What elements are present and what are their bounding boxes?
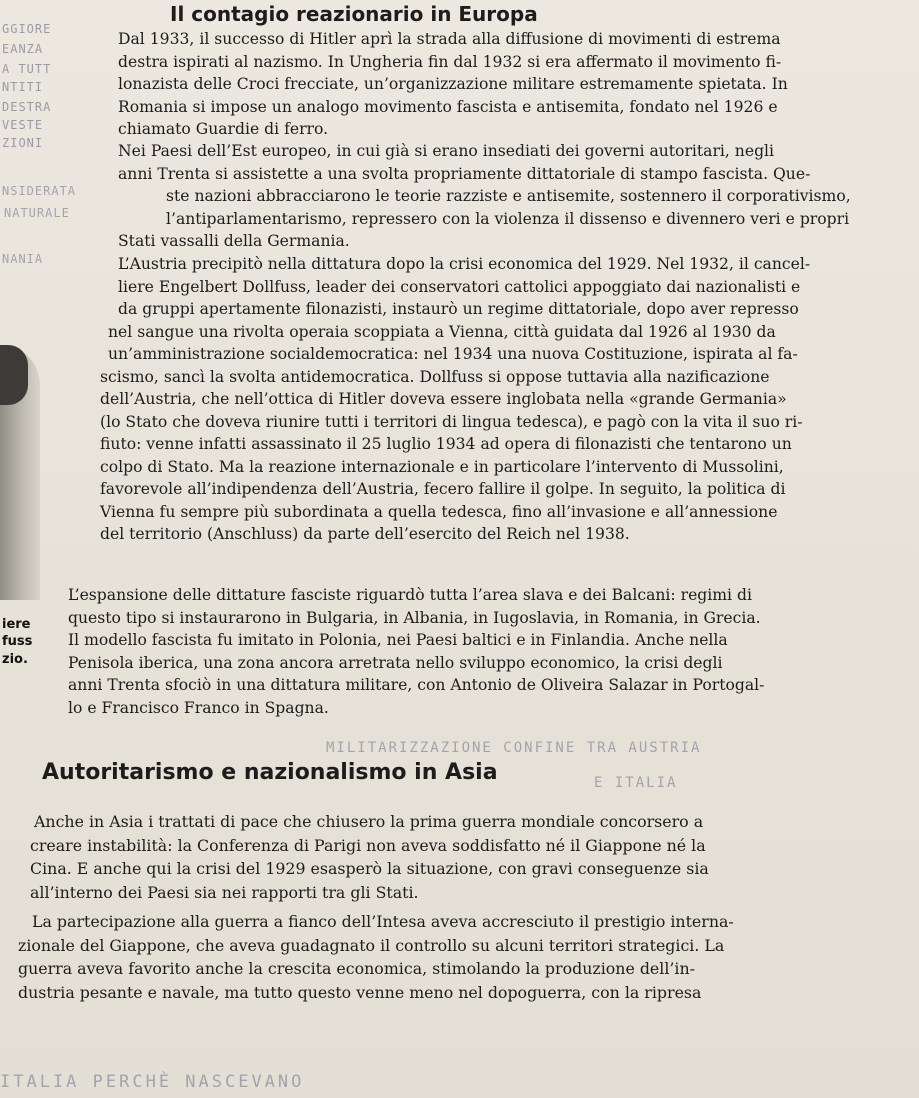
paragraph-hungary-romania	[118, 28, 788, 141]
text-line: all’interno dei Paesi sia nei rapporti tra gli Stati.	[30, 882, 419, 902]
text-line: Il modello fascista fu imitato in Polonia, nei Paesi baltici e in Finlandia. Anche nella	[68, 631, 728, 649]
text-line: Vienna fu sempre più subordinata a quella tedesca, fino all’invasione e all’annessione	[100, 502, 778, 521]
text-line: L’espansione delle dittature fasciste riguardò tutta l’area slava e dei Balcani: regimi di	[68, 586, 752, 604]
handwritten-note: NSIDERATA	[2, 184, 77, 198]
text-line: anni Trenta sfociò in una dittatura militare, con Antonio de Oliveira Salazar in Portogal-	[68, 676, 765, 694]
photo-caption-line: fuss	[2, 634, 33, 649]
dollfuss-photo	[0, 345, 40, 600]
paragraph-asia-intro	[30, 810, 709, 904]
text-line: guerra aveva favorito anche la crescita economica, stimolando la produzione dell’in-	[18, 959, 695, 978]
text-line: del territorio (Anschluss) da parte dell’esercito del Reich nel 1938.	[100, 525, 630, 543]
margin-note: EANZA	[2, 42, 44, 56]
text-line: Nei Paesi dell’Est europeo, in cui già si erano insediati dei governi autoritari, negli	[118, 142, 775, 160]
text-line: La partecipazione alla guerra a fianco dell’Intesa aveva accresciuto il prestigio interna-	[32, 912, 734, 931]
text-line: anni Trenta si assistette a una svolta propriamente dittatoriale di stampo fascista. Que-	[118, 164, 811, 183]
text-line: Romania si impose un analogo movimento fascista e antisemita, fondato nel 1926 e	[118, 97, 778, 116]
text-line: L’Austria precipitò nella dittatura dopo la crisi economica del 1929. Nel 1932, il cancel-	[118, 255, 811, 273]
text-line: Dal 1933, il successo di Hitler aprì la strada alla diffusione di movimenti di estrema	[118, 30, 781, 48]
text-line: questo tipo si instaurarono in Bulgaria, in Albania, in Iugoslavia, in Romania, in Grecia.	[68, 608, 761, 627]
text-line: dell’Austria, che nell’ottica di Hitler doveva essere inglobata nella «grande Germania»	[100, 390, 787, 408]
text-line: un’amministrazione socialdemocratica: nel 1934 una nuova Costituzione, ispirata al fa-	[108, 345, 798, 363]
text-line: Penisola iberica, una zona ancora arretrata nello sviluppo economico, la crisi degli	[68, 653, 723, 672]
margin-note: ZIONI	[2, 136, 44, 150]
text-line: Stati vassalli della Germania.	[118, 232, 350, 250]
margin-note: A TUTT	[2, 62, 52, 76]
margin-note: VESTE	[2, 118, 44, 132]
text-line: Anche in Asia i trattati di pace che chiusero la prima guerra mondiale concorsero a	[34, 812, 704, 831]
handwritten-note: NANIA	[2, 252, 44, 266]
section-title-europe: Il contagio reazionario in Europa	[170, 2, 538, 26]
handwritten-note: NATURALE	[4, 206, 70, 220]
text-line: Cina. E anche qui la crisi del 1929 esasperò la situazione, con gravi conseguenze sia	[30, 859, 709, 878]
text-line: da gruppi apertamente filonazisti, instaurò un regime dittatoriale, dopo aver represso	[118, 300, 799, 318]
text-line: creare instabilità: la Conferenza di Parigi non aveva soddisfatto né il Giappone né la	[30, 835, 706, 855]
margin-note: NTITI	[2, 80, 44, 94]
photo-caption-line: zio.	[2, 652, 28, 667]
margin-note: GGIORE	[2, 22, 52, 36]
paragraph-austria	[100, 253, 810, 546]
handwritten-note: E ITALIA	[594, 775, 678, 791]
section-title-asia: Autoritarismo e nazionalismo in Asia	[42, 760, 498, 785]
text-line: liere Engelbert Dollfuss, leader dei conservatori cattolici appoggiato dai nazionalisti e	[118, 277, 801, 296]
text-line: ste nazioni abbracciarono le teorie razziste e antisemite, sostennero il corporativismo,	[166, 187, 851, 205]
paragraph-japan	[18, 910, 734, 1004]
text-line: lo e Francisco Franco in Spagna.	[68, 698, 329, 717]
text-line: lonazista delle Croci frecciate, un’organizzazione militare estremamente spietata. In	[118, 75, 788, 93]
text-line: zionale del Giappone, che aveva guadagnato il controllo su alcuni territori strategici. La	[18, 935, 725, 955]
text-line: fiuto: venne infatti assassinato il 25 luglio 1934 ad opera di filonazisti che tentarono un	[100, 435, 792, 453]
margin-note: DESTRA	[2, 100, 52, 114]
paragraph-east-europe	[118, 140, 851, 253]
text-line: (lo Stato che doveva riunire tutti i territori di lingua tedesca), e pagò con la vita il suo ri-	[100, 412, 803, 431]
text-line: favorevole all’indipendenza dell’Austria, fecero fallire il golpe. In seguito, la politica di	[100, 480, 786, 498]
text-line: scismo, sancì la svolta antidemocratica. Dollfuss si oppose tuttavia alla nazificazione	[100, 367, 770, 386]
text-line: colpo di Stato. Ma la reazione internazionale e in particolare l’intervento di Mussolini,	[100, 457, 784, 476]
photo-caption-line: iere	[2, 617, 31, 632]
text-line: nel sangue una rivolta operaia scoppiata a Vienna, città guidata dal 1926 al 1930 da	[108, 322, 776, 341]
text-line: destra ispirati al nazismo. In Ungheria fin dal 1932 si era affermato il movimento fi-	[118, 52, 782, 71]
handwritten-note: ITALIA PERCHÈ NASCEVANO	[0, 1072, 305, 1092]
paragraph-balkans	[62, 584, 764, 719]
text-line: l’antiparlamentarismo, repressero con la violenza il dissenso e divennero veri e propri	[166, 209, 850, 228]
handwritten-note: MILITARIZZAZIONE CONFINE TRA AUSTRIA	[326, 740, 702, 756]
text-line: chiamato Guardie di ferro.	[118, 120, 329, 138]
text-line: dustria pesante e navale, ma tutto questo venne meno nel dopoguerra, con la ripresa	[18, 982, 702, 1002]
